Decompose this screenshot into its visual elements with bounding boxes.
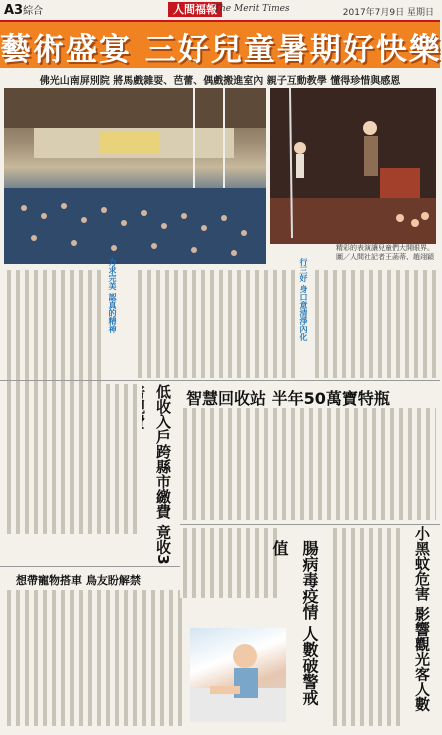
section-divider — [0, 380, 440, 381]
right-divider — [180, 524, 440, 525]
lead-body-column-right — [312, 270, 436, 378]
blackfly-body-column — [330, 528, 402, 726]
page-header — [0, 0, 440, 22]
enterovirus-headline: 腸病毒疫情 人數破警戒值 — [270, 540, 319, 706]
subhead-tag-2: 力求完美 認真的精神 — [108, 258, 117, 333]
recycle-body-column — [180, 408, 436, 520]
lead-body-column-mid — [135, 270, 295, 378]
right-story-headline: 智慧回收站 半年50萬寶特瓶 — [186, 389, 390, 408]
enterovirus-body-column — [180, 528, 280, 598]
masthead-logo: 人間福報 — [168, 2, 222, 17]
caption-text: 精彩的表演讓兒童們大開眼界。 — [336, 244, 434, 252]
lead-headline: 藝術盛宴 三好兒童暑期好快樂 — [0, 32, 442, 68]
section-label — [4, 2, 43, 18]
auditorium-illustration — [4, 88, 266, 264]
photo-caption — [272, 244, 434, 262]
handwashing-illustration — [190, 628, 286, 722]
acrobat-illustration — [270, 88, 436, 244]
section-number: A3 — [4, 3, 24, 18]
left-body-column — [4, 384, 142, 534]
auditorium-photo — [4, 88, 266, 264]
blackfly-headline: 小黑蚊危害 影響觀光客人數 — [413, 526, 431, 712]
pet-body-column — [4, 590, 182, 726]
left-bottom-headline: 想帶寵物搭車 鳥友盼解禁 — [16, 574, 141, 587]
left-divider — [0, 566, 180, 567]
handwashing-photo — [190, 628, 286, 722]
acrobat-photo — [270, 88, 436, 244]
mid-story-headline: 低收入戶跨縣市繳費 竟收3 — [154, 384, 172, 565]
section-name: 綜合 — [23, 6, 44, 17]
lead-subhead: 佛光山南屏別院 將馬戲雜耍、芭蕾、偶戲搬進室內 親子互動教學 懂得珍惜與感恩 — [39, 76, 401, 87]
masthead-english: The Merit Times — [214, 4, 290, 14]
subhead-tag-1: 行三好 身口意清淨內化 — [299, 258, 308, 341]
issue-date: 2017年7月9日 星期日 — [342, 8, 434, 18]
headline-band — [0, 22, 440, 68]
caption-credit: 圖／人間社記者王菡蒂、趙翊穎 — [336, 253, 434, 261]
